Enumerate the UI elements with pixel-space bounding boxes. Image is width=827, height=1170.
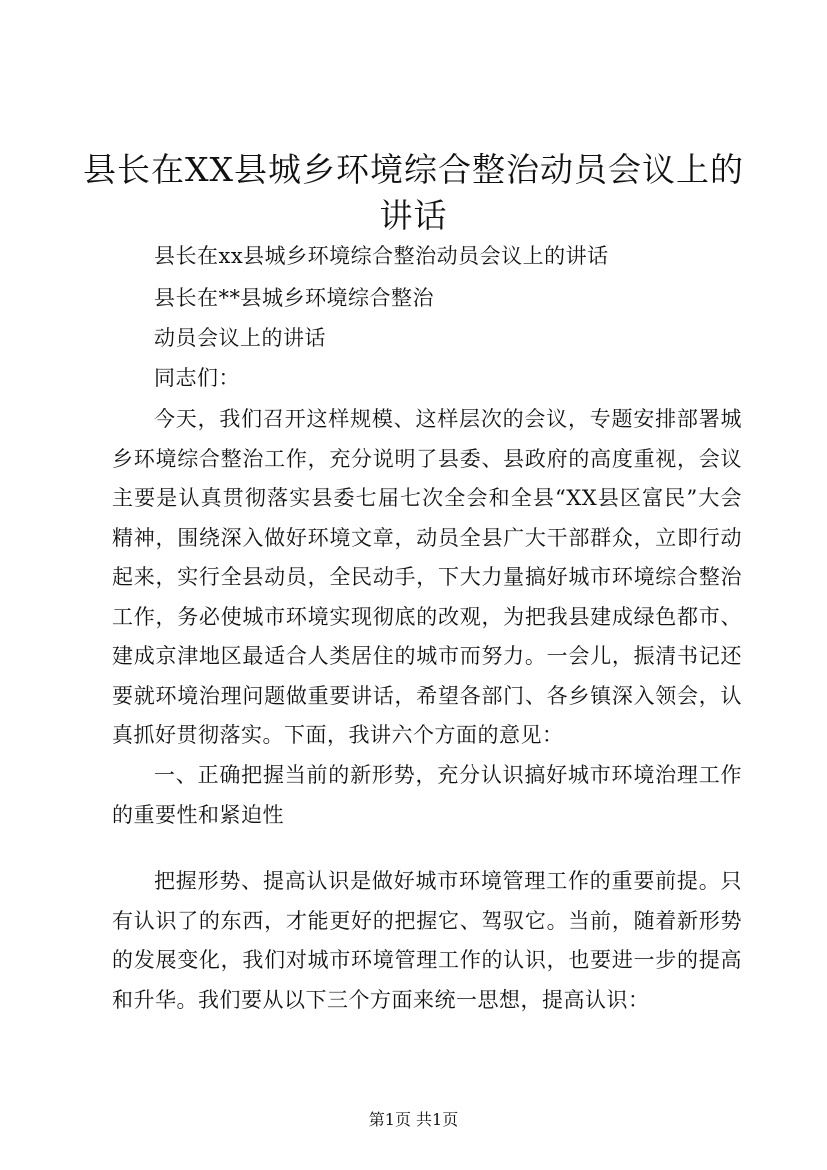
subtitle-line-2: 动员会议上的讲话 (154, 326, 326, 350)
body-paragraph-2: 把握形势、提高认识是做好城市环境管理工作的重要前提。只有认识了的东西，才能更好的把握它、驾驭它。当前，随着新形势的发展变化，我们对城市环境管理工作的认识，也要进一步的提高和升华。我们要从以下三个方面来统一思想，提高认识： (112, 869, 742, 1012)
subtitle-line-1: 县长在**县城乡环境综合整治 (154, 286, 434, 310)
body-paragraph-1: 今天，我们召开这样规模、这样层次的会议，专题安排部署城乡环境综合整治工作，充分说明了县委、县政府的高度重视，会议主要是认真贯彻落实县委七届七次全会和全县“XX县区富民”大会精神，围绕深入做好环境文章，动员全县广大干部群众，立即行动起来，实行全县动员，全民动手，下大力量搞好城市环境综合整治工作，务必使城市环境实现彻底的改观，为把我县建成绿色都市、建成京津地区最适合人类居住的城市而努力。一会儿，振清书记还要就环境治理问题做重要讲话，希望各部门、各乡镇深入领会，认真抓好贯彻落实。下面，我讲六个方面的意见： (112, 407, 742, 747)
subtitle-paragraph: 县长在xx县城乡环境综合整治动员会议上的讲话 (154, 244, 609, 268)
section-heading-1: 一、正确把握当前的新形势，充分认识搞好城市环境治理工作的重要性和紧迫性 (112, 763, 742, 827)
salutation: 同志们： (154, 366, 240, 390)
page-footer: 第1页 共1页 (368, 1110, 459, 1129)
document-title-line-1: 县长在XX县城乡环境综合整治动员会议上的 (83, 150, 744, 189)
document-title-line-2: 讲话 (379, 196, 448, 235)
